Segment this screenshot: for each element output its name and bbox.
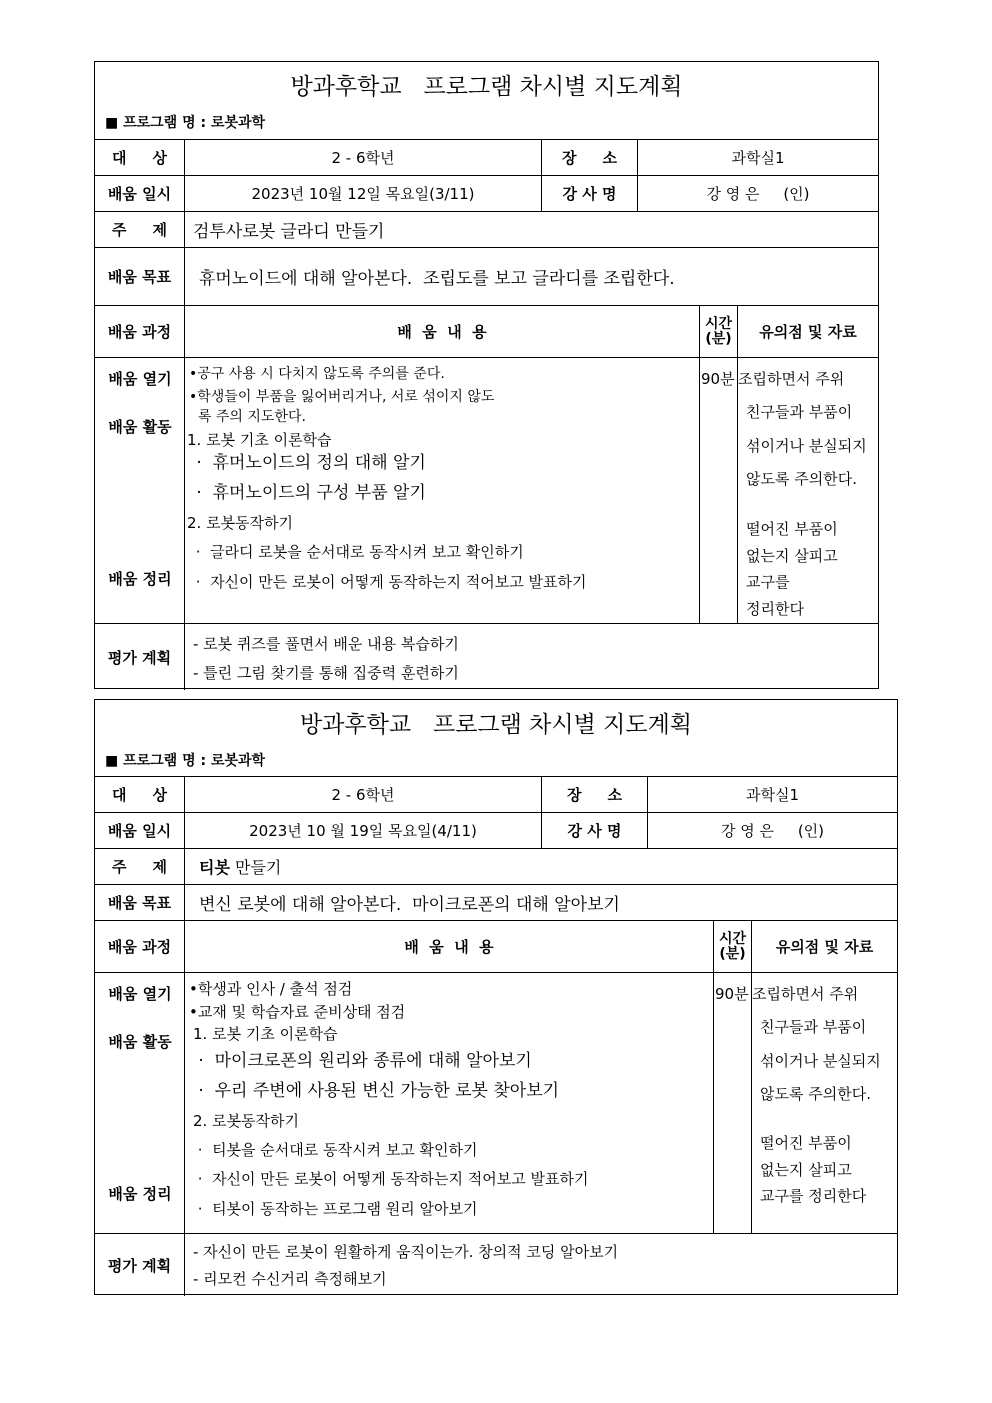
date-label: 배움 일시 [95, 176, 185, 211]
note-line: 교구를 정리한다 [760, 1187, 867, 1205]
time-label: 시간 (분) [699, 306, 737, 357]
topic-label: 주 제 [95, 212, 185, 247]
instructor-label: 강 사 명 [541, 813, 647, 848]
note-line: 없는지 살피고 [760, 1161, 852, 1179]
place-label: 장 소 [541, 140, 637, 175]
note-line: 조립하면서 주위 [752, 985, 859, 1003]
place-value: 과학실1 [637, 140, 878, 175]
notes-column [751, 973, 897, 1233]
eval-line: - 틀린 그림 찾기를 통해 집중력 훈련하기 [193, 664, 459, 682]
date-value: 2023년 10월 12일 목요일(3/11) [251, 185, 475, 203]
date-value: 2023년 10 월 19일 목요일(4/11) [249, 822, 477, 840]
target-value: 2 - 6학년 [331, 149, 395, 167]
date-label: 배움 일시 [95, 813, 185, 848]
stage-activity: 배움 활동 [108, 418, 172, 436]
target-value: 2 - 6학년 [331, 786, 395, 804]
date-row [95, 176, 878, 212]
goal-value: 변신 로봇에 대해 알아본다. 마이크로폰의 대해 알아보기 [199, 895, 620, 915]
content-line: · 우리 주변에 사용된 변신 가능한 로봇 찾아보기 [193, 1081, 560, 1101]
content-line: •학생과 인사 / 출석 점검 [189, 980, 353, 998]
process-body-row [95, 973, 897, 1234]
note-line: 않도록 주의한다. [746, 470, 857, 488]
eval-line: - 자신이 만든 로봇이 원활하게 움직이는가. 창의적 코딩 알아보기 [193, 1243, 619, 1261]
content-line: 2. 로봇동작하기 [193, 1112, 300, 1130]
time-value: 90분 [715, 985, 749, 1003]
place-value: 과학실1 [647, 777, 897, 812]
note-line: 없는지 살피고 [746, 547, 838, 565]
notes-label: 유의점 및 자료 [751, 921, 897, 972]
topic-value [199, 849, 897, 884]
time-column [713, 973, 751, 1233]
content-line: 1. 로봇 기초 이론학습 [187, 431, 332, 449]
goal-row [95, 248, 878, 306]
topic-rest: 만들기 [229, 858, 282, 877]
header-row [95, 62, 878, 140]
topic-value: 검투사로봇 글라디 만들기 [193, 222, 385, 242]
topic-label: 주 제 [95, 849, 185, 884]
note-line: 정리한다 [746, 600, 804, 618]
content-line: •교재 및 학습자료 준비상태 점검 [189, 1003, 406, 1021]
content-line: · 휴머노이드의 구성 부품 알기 [191, 483, 426, 503]
content-line: · 휴머노이드의 정의 대해 알기 [191, 453, 426, 473]
stage-close: 배움 정리 [108, 1185, 172, 1203]
time-label: 시간 (분) [713, 921, 751, 972]
target-label: 대 상 [95, 777, 185, 812]
topic-row [95, 212, 878, 248]
content-lines [187, 973, 713, 1234]
note-line: 친구들과 부품이 [746, 403, 853, 421]
page-title: 방과후학교 프로그램 차시별 지도계획 [290, 74, 683, 100]
process-label: 배움 과정 [95, 921, 185, 972]
note-line: 않도록 주의한다. [760, 1085, 871, 1103]
content-label: 배 움 내 용 [404, 938, 494, 956]
lesson-plan-2 [94, 699, 898, 1295]
header-row [95, 700, 897, 777]
program-name: ■ 프로그램 명 : 로봇과학 [105, 753, 266, 769]
eval-label: 평가 계획 [95, 624, 185, 690]
topic-bold: 티봇 [199, 858, 230, 877]
content-line: •공구 사용 시 다치지 않도록 주의를 준다. [189, 366, 445, 382]
goal-row [95, 885, 897, 921]
note-line: 섞이거나 분실되지 [746, 437, 867, 455]
process-header-row [95, 306, 878, 358]
stage-activity: 배움 활동 [108, 1033, 172, 1051]
program-name: ■ 프로그램 명 : 로봇과학 [105, 115, 266, 131]
content-line: · 마이크로폰의 원리와 종류에 대해 알아보기 [193, 1051, 532, 1071]
goal-label: 배움 목표 [95, 885, 185, 920]
notes-label: 유의점 및 자료 [737, 306, 878, 357]
instructor-value: 강 영 은 (인) [637, 176, 878, 211]
content-line: 록 주의 지도한다. [189, 409, 306, 425]
stage-open: 배움 열기 [108, 370, 172, 388]
target-row [95, 140, 878, 176]
note-line: 섞이거나 분실되지 [760, 1052, 881, 1070]
content-line: •학생들이 부품을 잃어버리거나, 서로 섞이지 않도 [189, 389, 495, 405]
place-label: 장 소 [541, 777, 647, 812]
process-body-row [95, 358, 878, 624]
lesson-plan-1 [94, 61, 879, 689]
eval-line: - 리모컨 수신거리 측정해보기 [193, 1270, 387, 1288]
note-line: 친구들과 부품이 [760, 1018, 867, 1036]
note-line: 조립하면서 주위 [738, 370, 845, 388]
eval-row [95, 1234, 897, 1296]
notes-column [737, 358, 878, 623]
content-line: · 자신이 만든 로봇이 어떻게 동작하는지 적어보고 발표하기 [193, 1170, 589, 1188]
eval-label: 평가 계획 [95, 1234, 185, 1296]
content-line: 1. 로봇 기초 이론학습 [193, 1025, 338, 1043]
process-label: 배움 과정 [95, 306, 185, 357]
content-line: · 자신이 만든 로봇이 어떻게 동작하는지 적어보고 발표하기 [191, 573, 587, 591]
instructor-value: 강 영 은 (인) [647, 813, 897, 848]
target-row [95, 777, 897, 813]
stage-open: 배움 열기 [108, 985, 172, 1003]
content-lines [187, 358, 699, 624]
time-value: 90분 [701, 370, 735, 388]
content-line: · 글라디 로봇을 순서대로 동작시켜 보고 확인하기 [191, 543, 524, 561]
eval-line: - 로봇 퀴즈를 풀면서 배운 내용 복습하기 [193, 635, 459, 653]
note-line: 떨어진 부품이 [760, 1134, 852, 1152]
content-line: 2. 로봇동작하기 [187, 514, 294, 532]
goal-label: 배움 목표 [95, 248, 185, 305]
note-line: 떨어진 부품이 [746, 520, 838, 538]
stage-close: 배움 정리 [108, 570, 172, 588]
content-label: 배 움 내 용 [397, 323, 487, 341]
instructor-label: 강 사 명 [541, 176, 637, 211]
content-line: · 티봇이 동작하는 프로그램 원리 알아보기 [193, 1200, 478, 1218]
goal-value: 휴머노이드에 대해 알아본다. 조립도를 보고 글라디를 조립한다. [199, 269, 675, 289]
process-header-row [95, 921, 897, 973]
topic-row [95, 849, 897, 885]
time-column [699, 358, 737, 623]
eval-row [95, 624, 878, 690]
content-line: · 티봇을 순서대로 동작시켜 보고 확인하기 [193, 1141, 478, 1159]
page-title: 방과후학교 프로그램 차시별 지도계획 [299, 712, 693, 738]
date-row [95, 813, 897, 849]
target-label: 대 상 [95, 140, 185, 175]
note-line: 교구를 [746, 573, 790, 591]
